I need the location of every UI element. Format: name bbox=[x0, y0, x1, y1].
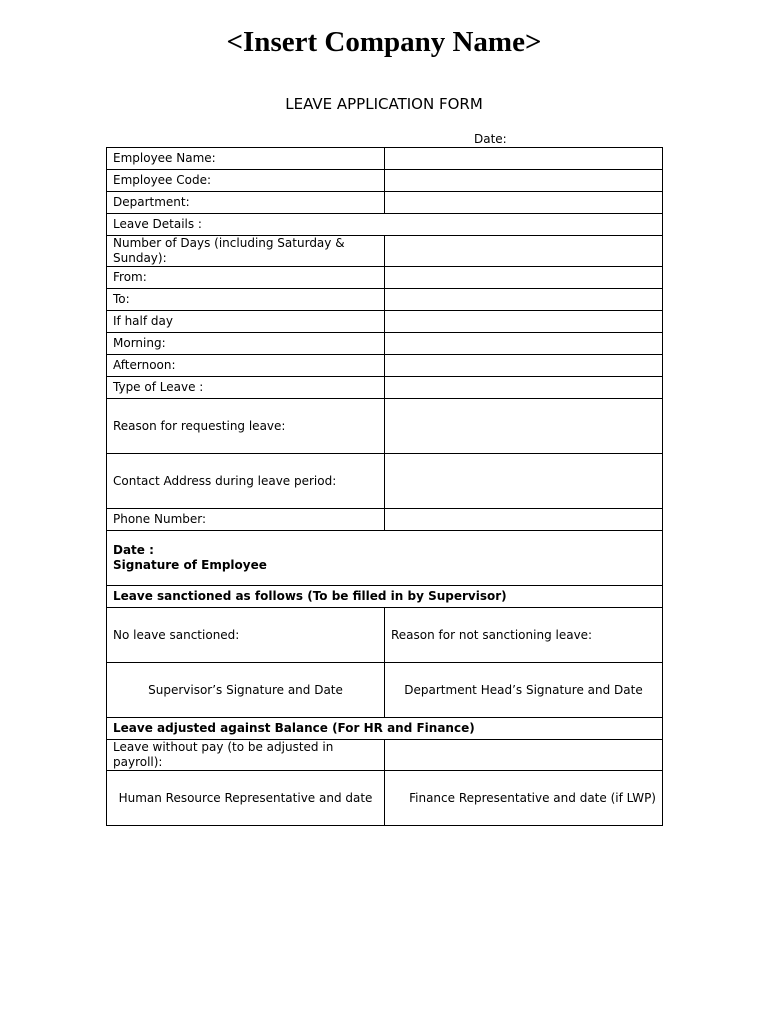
reason-field[interactable] bbox=[385, 399, 663, 454]
employee-signature-label: Signature of Employee bbox=[113, 558, 267, 572]
table-row bbox=[107, 355, 663, 377]
from-field[interactable] bbox=[385, 267, 663, 289]
employee-code-field[interactable] bbox=[385, 170, 663, 192]
table-row bbox=[107, 236, 663, 267]
table-row bbox=[107, 509, 663, 531]
table-row bbox=[107, 771, 663, 826]
leave-application-table bbox=[106, 147, 663, 826]
table-row bbox=[107, 214, 663, 236]
supervisor-signature-cell[interactable]: Supervisor’s Signature and Date bbox=[107, 663, 385, 718]
morning-label: Morning: bbox=[107, 333, 385, 355]
table-row bbox=[107, 289, 663, 311]
form-title: LEAVE APPLICATION FORM bbox=[285, 95, 483, 113]
table-row bbox=[107, 333, 663, 355]
from-label: From: bbox=[107, 267, 385, 289]
table-row bbox=[107, 148, 663, 170]
table-row bbox=[107, 267, 663, 289]
table-row bbox=[107, 586, 663, 608]
signature-date-label: Date : bbox=[113, 543, 154, 557]
no-leave-sanctioned-cell[interactable]: No leave sanctioned: bbox=[107, 608, 385, 663]
afternoon-field[interactable] bbox=[385, 355, 663, 377]
table-row bbox=[107, 170, 663, 192]
leave-details-heading: Leave Details : bbox=[107, 214, 663, 236]
table-row bbox=[107, 454, 663, 509]
table-row bbox=[107, 718, 663, 740]
type-of-leave-field[interactable] bbox=[385, 377, 663, 399]
table-row bbox=[107, 663, 663, 718]
reason-not-sanctioning-cell[interactable]: Reason for not sanctioning leave: bbox=[385, 608, 663, 663]
hr-representative-cell[interactable]: Human Resource Representative and date bbox=[107, 771, 385, 826]
employee-name-field[interactable] bbox=[385, 148, 663, 170]
table-row bbox=[107, 192, 663, 214]
number-of-days-label: Number of Days (including Saturday & Sunday): bbox=[107, 236, 385, 267]
type-of-leave-label: Type of Leave : bbox=[107, 377, 385, 399]
half-day-field[interactable] bbox=[385, 311, 663, 333]
to-field[interactable] bbox=[385, 289, 663, 311]
department-head-signature-cell[interactable]: Department Head’s Signature and Date bbox=[385, 663, 663, 718]
department-label: Department: bbox=[107, 192, 385, 214]
employee-code-label: Employee Code: bbox=[107, 170, 385, 192]
morning-field[interactable] bbox=[385, 333, 663, 355]
hr-finance-heading: Leave adjusted against Balance (For HR and Finance) bbox=[107, 718, 663, 740]
table-row bbox=[107, 399, 663, 454]
leave-without-pay-label: Leave without pay (to be adjusted in payroll): bbox=[107, 740, 385, 771]
company-name: <Insert Company Name> bbox=[226, 26, 542, 58]
table-row bbox=[107, 311, 663, 333]
supervisor-heading: Leave sanctioned as follows (To be filled in by Supervisor) bbox=[107, 586, 663, 608]
afternoon-label: Afternoon: bbox=[107, 355, 385, 377]
contact-address-field[interactable] bbox=[385, 454, 663, 509]
leave-without-pay-field[interactable] bbox=[385, 740, 663, 771]
number-of-days-field[interactable] bbox=[385, 236, 663, 267]
table-row bbox=[107, 531, 663, 586]
table-row bbox=[107, 377, 663, 399]
contact-address-label: Contact Address during leave period: bbox=[107, 454, 385, 509]
employee-name-label: Employee Name: bbox=[107, 148, 385, 170]
phone-label: Phone Number: bbox=[107, 509, 385, 531]
date-label: Date: bbox=[474, 132, 507, 146]
employee-signature-cell[interactable] bbox=[107, 531, 663, 586]
to-label: To: bbox=[107, 289, 385, 311]
phone-field[interactable] bbox=[385, 509, 663, 531]
table-row bbox=[107, 608, 663, 663]
reason-label: Reason for requesting leave: bbox=[107, 399, 385, 454]
department-field[interactable] bbox=[385, 192, 663, 214]
table-row bbox=[107, 740, 663, 771]
finance-representative-cell[interactable]: Finance Representative and date (if LWP) bbox=[385, 771, 663, 826]
half-day-heading: If half day bbox=[107, 311, 385, 333]
